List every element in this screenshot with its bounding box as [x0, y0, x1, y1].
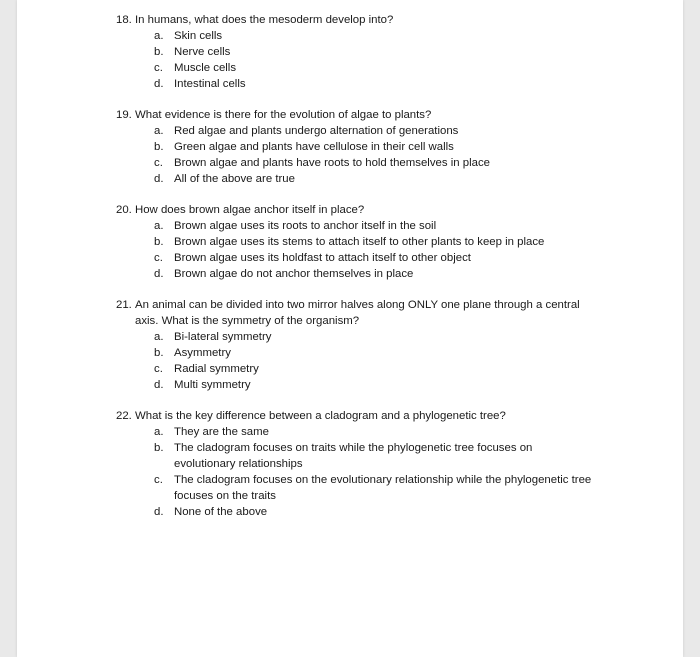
answer-option-c	[116, 250, 616, 266]
option-letter: c.	[154, 363, 163, 375]
option-text: Nerve cells	[174, 46, 231, 58]
option-text: Bi-lateral symmetry	[174, 331, 272, 343]
question-number: 19.	[116, 109, 132, 121]
option-letter: a.	[154, 220, 164, 232]
answer-option-b	[116, 234, 616, 250]
option-letter: d.	[154, 268, 164, 280]
answer-option-c	[116, 60, 616, 76]
answer-options	[116, 123, 616, 187]
option-letter: d.	[154, 506, 164, 518]
answer-option-d	[116, 504, 616, 520]
answer-option-a	[116, 123, 616, 139]
option-letter: c.	[154, 474, 163, 486]
option-text: Asymmetry	[174, 347, 231, 359]
option-letter: a.	[154, 426, 164, 438]
option-text: Brown algae uses its holdfast to attach itself to other object	[174, 252, 471, 264]
option-text: Intestinal cells	[174, 78, 246, 90]
option-text: All of the above are true	[174, 173, 295, 185]
answer-option-d	[116, 377, 616, 393]
option-text: Red algae and plants undergo alternation of generations	[174, 125, 459, 137]
answer-option-c	[116, 155, 616, 171]
question-21	[116, 297, 616, 393]
answer-option-b	[116, 139, 616, 155]
option-text: Multi symmetry	[174, 379, 251, 391]
question-text: An animal can be divided into two mirror halves along ONLY one plane through a central axis. What is the symmetry of the organism?	[135, 299, 580, 327]
answer-option-a	[116, 28, 616, 44]
option-letter: c.	[154, 157, 163, 169]
option-letter: a.	[154, 30, 164, 42]
answer-option-a	[116, 424, 616, 440]
question-stem	[116, 202, 616, 218]
option-letter: a.	[154, 331, 164, 343]
option-letter: d.	[154, 173, 164, 185]
answer-options	[116, 218, 616, 282]
option-letter: a.	[154, 125, 164, 137]
question-stem	[116, 408, 616, 424]
option-text: Green algae and plants have cellulose in their cell walls	[174, 141, 454, 153]
option-text: They are the same	[174, 426, 269, 438]
option-letter: b.	[154, 347, 164, 359]
answer-option-b	[116, 345, 616, 361]
question-text: How does brown algae anchor itself in place?	[135, 204, 365, 216]
option-text: The cladogram focuses on the evolutionary relationship while the phylogenetic tree focuses on the traits	[174, 474, 592, 502]
option-text: Radial symmetry	[174, 363, 259, 375]
answer-option-d	[116, 171, 616, 187]
option-text: Skin cells	[174, 30, 223, 42]
answer-option-d	[116, 266, 616, 282]
document-page	[17, 0, 683, 657]
question-19	[116, 107, 616, 187]
question-number: 20.	[116, 204, 132, 216]
answer-option-a	[116, 218, 616, 234]
question-20	[116, 202, 616, 282]
answer-option-c	[116, 361, 616, 377]
answer-option-d	[116, 76, 616, 92]
option-letter: b.	[154, 46, 164, 58]
question-number: 22.	[116, 410, 132, 422]
answer-option-c	[116, 472, 616, 504]
answer-option-a	[116, 329, 616, 345]
question-stem	[116, 107, 616, 123]
question-22	[116, 408, 616, 520]
option-letter: d.	[154, 78, 164, 90]
answer-options	[116, 28, 616, 92]
option-letter: b.	[154, 442, 164, 454]
option-letter: c.	[154, 252, 163, 264]
option-letter: b.	[154, 141, 164, 153]
option-text: Brown algae uses its stems to attach itself to other plants to keep in place	[174, 236, 545, 248]
option-text: Muscle cells	[174, 62, 237, 74]
question-number: 18.	[116, 14, 132, 26]
option-letter: c.	[154, 62, 163, 74]
option-letter: d.	[154, 379, 164, 391]
question-text: What evidence is there for the evolution of algae to plants?	[135, 109, 432, 121]
option-text: Brown algae uses its roots to anchor itself in the soil	[174, 220, 437, 232]
option-text: Brown algae and plants have roots to hold themselves in place	[174, 157, 490, 169]
option-text: Brown algae do not anchor themselves in place	[174, 268, 414, 280]
question-number: 21.	[116, 299, 132, 311]
option-letter: b.	[154, 236, 164, 248]
question-text: In humans, what does the mesoderm develop into?	[135, 14, 394, 26]
answer-option-b	[116, 44, 616, 60]
answer-options	[116, 424, 616, 520]
option-text: None of the above	[174, 506, 268, 518]
question-stem	[116, 12, 616, 28]
question-18	[116, 12, 616, 92]
option-text: The cladogram focuses on traits while the phylogenetic tree focuses on evolutionary relationships	[174, 442, 533, 470]
question-stem	[116, 297, 616, 329]
question-text: What is the key difference between a cladogram and a phylogenetic tree?	[135, 410, 506, 422]
answer-option-b	[116, 440, 616, 472]
answer-options	[116, 329, 616, 393]
